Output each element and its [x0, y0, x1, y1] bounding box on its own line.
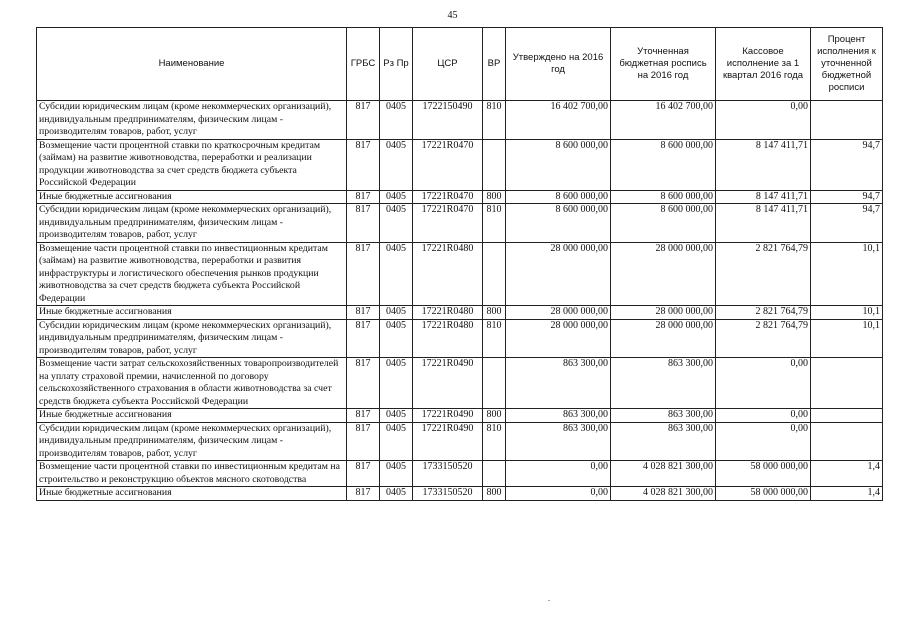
table-row: [37, 461, 883, 487]
cell-percent: [811, 101, 883, 140]
cell-csr: 17221R0480: [413, 319, 483, 358]
cell-cash: 8 147 411,71: [716, 190, 811, 204]
cell-grbs: 817: [347, 204, 380, 243]
cell-name: Иные бюджетные ассигнования: [37, 306, 347, 320]
cell-cash: 0,00: [716, 358, 811, 409]
table-body: [37, 101, 883, 501]
cell-vr: [483, 242, 506, 306]
cell-cash: 8 147 411,71: [716, 139, 811, 190]
budget-table: [36, 27, 883, 501]
cell-csr: 17221R0470: [413, 139, 483, 190]
cell-vr: 800: [483, 409, 506, 423]
cell-approved: 8 600 000,00: [506, 190, 611, 204]
cell-approved: 8 600 000,00: [506, 204, 611, 243]
cell-grbs: 817: [347, 487, 380, 501]
cell-percent: 10,1: [811, 306, 883, 320]
header-grbs: ГРБС: [347, 28, 380, 101]
cell-approved: 28 000 000,00: [506, 319, 611, 358]
cell-vr: 800: [483, 190, 506, 204]
cell-approved: 863 300,00: [506, 422, 611, 461]
cell-csr: 17221R0490: [413, 358, 483, 409]
cell-name: Иные бюджетные ассигнования: [37, 487, 347, 501]
cell-grbs: 817: [347, 306, 380, 320]
header-refined: Уточненная бюджетная роспись на 2016 год: [611, 28, 716, 101]
table-row: [37, 242, 883, 306]
cell-csr: 17221R0470: [413, 204, 483, 243]
cell-rzpr: 0405: [380, 204, 413, 243]
header-vr: ВР: [483, 28, 506, 101]
cell-grbs: 817: [347, 422, 380, 461]
cell-name: Возмещение части процентной ставки по краткосрочным кредитам (займам) на развитие животноводства, переработки и реализации продукции животноводства за счет средств бюджета субъекта Российской Федерации: [37, 139, 347, 190]
table-row: [37, 139, 883, 190]
cell-rzpr: 0405: [380, 319, 413, 358]
cell-percent: 10,1: [811, 242, 883, 306]
table-row: [37, 487, 883, 501]
cell-grbs: 817: [347, 139, 380, 190]
cell-csr: 17221R0490: [413, 422, 483, 461]
table-row: [37, 204, 883, 243]
cell-rzpr: 0405: [380, 422, 413, 461]
cell-grbs: 817: [347, 101, 380, 140]
cell-refined: 28 000 000,00: [611, 242, 716, 306]
cell-vr: 810: [483, 422, 506, 461]
cell-percent: 10,1: [811, 319, 883, 358]
cell-name: Субсидии юридическим лицам (кроме некоммерческих организаций), индивидуальным предпринимателям, физическим лицам - производителям товаров, работ, услуг: [37, 204, 347, 243]
cell-rzpr: 0405: [380, 409, 413, 423]
table-row: [37, 101, 883, 140]
cell-approved: 863 300,00: [506, 409, 611, 423]
cell-csr: 17221R0480: [413, 306, 483, 320]
cell-name: Иные бюджетные ассигнования: [37, 409, 347, 423]
cell-refined: 863 300,00: [611, 422, 716, 461]
cell-name: Возмещение части процентной ставки по инвестиционным кредитам на строительство и реконструкцию объектов мясного скотоводства: [37, 461, 347, 487]
table-row: [37, 409, 883, 423]
cell-rzpr: 0405: [380, 461, 413, 487]
cell-percent: [811, 409, 883, 423]
cell-cash: 0,00: [716, 101, 811, 140]
cell-vr: [483, 358, 506, 409]
cell-refined: 863 300,00: [611, 358, 716, 409]
cell-name: Иные бюджетные ассигнования: [37, 190, 347, 204]
cell-percent: [811, 422, 883, 461]
cell-percent: 1,4: [811, 487, 883, 501]
cell-percent: 1,4: [811, 461, 883, 487]
cell-grbs: 817: [347, 409, 380, 423]
cell-approved: 8 600 000,00: [506, 139, 611, 190]
cell-approved: 863 300,00: [506, 358, 611, 409]
table-header-row: [37, 28, 883, 101]
cell-refined: 8 600 000,00: [611, 190, 716, 204]
header-percent: Процент исполнения к уточненной бюджетной росписи: [811, 28, 883, 101]
cell-name: Субсидии юридическим лицам (кроме некоммерческих организаций), индивидуальным предпринимателям, физическим лицам - производителям товаров, работ, услуг: [37, 101, 347, 140]
cell-grbs: 817: [347, 319, 380, 358]
table-row: [37, 319, 883, 358]
cell-refined: 16 402 700,00: [611, 101, 716, 140]
cell-grbs: 817: [347, 242, 380, 306]
table-row: [37, 422, 883, 461]
cell-csr: 1733150520: [413, 461, 483, 487]
header-name: Наименование: [37, 28, 347, 101]
cell-vr: 810: [483, 319, 506, 358]
cell-name: Субсидии юридическим лицам (кроме некоммерческих организаций), индивидуальным предпринимателям, физическим лицам - производителям товаров, работ, услуг: [37, 319, 347, 358]
cell-vr: 800: [483, 487, 506, 501]
cell-grbs: 817: [347, 358, 380, 409]
cell-cash: 2 821 764,79: [716, 306, 811, 320]
cell-refined: 28 000 000,00: [611, 306, 716, 320]
cell-csr: 17221R0490: [413, 409, 483, 423]
cell-name: Возмещение части затрат сельскохозяйственных товаропроизводителей на уплату страховой премии, начисленной по договору сельскохозяйственного страхования в области животноводства за счет средств бюджета субъекта Российской Федерации: [37, 358, 347, 409]
cell-rzpr: 0405: [380, 101, 413, 140]
cell-name: Возмещение части процентной ставки по инвестиционным кредитам (займам) на развитие животноводства, переработки и развития инфраструктуры и логистического обеспечения рынков продукции животноводства за счет средств бюджета субъекта Российской Федерации: [37, 242, 347, 306]
cell-approved: 0,00: [506, 461, 611, 487]
cell-approved: 16 402 700,00: [506, 101, 611, 140]
cell-refined: 4 028 821 300,00: [611, 461, 716, 487]
cell-refined: 4 028 821 300,00: [611, 487, 716, 501]
header-cash: Кассовое исполнение за 1 квартал 2016 года: [716, 28, 811, 101]
cell-csr: 17221R0480: [413, 242, 483, 306]
cell-vr: 810: [483, 101, 506, 140]
cell-refined: 863 300,00: [611, 409, 716, 423]
cell-cash: 2 821 764,79: [716, 319, 811, 358]
cell-percent: 94,7: [811, 139, 883, 190]
cell-vr: [483, 139, 506, 190]
cell-refined: 8 600 000,00: [611, 139, 716, 190]
cell-cash: 8 147 411,71: [716, 204, 811, 243]
cell-rzpr: 0405: [380, 139, 413, 190]
cell-vr: [483, 461, 506, 487]
header-approved: Утверждено на 2016 год: [506, 28, 611, 101]
cell-rzpr: 0405: [380, 190, 413, 204]
cell-approved: 28 000 000,00: [506, 242, 611, 306]
page-number: 45: [447, 10, 458, 21]
cell-csr: 17221R0470: [413, 190, 483, 204]
cell-grbs: 817: [347, 461, 380, 487]
cell-refined: 8 600 000,00: [611, 204, 716, 243]
cell-rzpr: 0405: [380, 306, 413, 320]
cell-vr: 810: [483, 204, 506, 243]
table-row: [37, 358, 883, 409]
cell-approved: 0,00: [506, 487, 611, 501]
header-rzpr: Рз Пр: [380, 28, 413, 101]
cell-percent: [811, 358, 883, 409]
header-csr: ЦСР: [413, 28, 483, 101]
cell-percent: 94,7: [811, 190, 883, 204]
cell-refined: 28 000 000,00: [611, 319, 716, 358]
cell-rzpr: 0405: [380, 242, 413, 306]
cell-vr: 800: [483, 306, 506, 320]
cell-name: Субсидии юридическим лицам (кроме некоммерческих организаций), индивидуальным предпринимателям, физическим лицам - производителям товаров, работ, услуг: [37, 422, 347, 461]
cell-cash: 0,00: [716, 409, 811, 423]
cell-csr: 1722150490: [413, 101, 483, 140]
cell-cash: 58 000 000,00: [716, 487, 811, 501]
cell-approved: 28 000 000,00: [506, 306, 611, 320]
cell-rzpr: 0405: [380, 358, 413, 409]
cell-cash: 58 000 000,00: [716, 461, 811, 487]
cell-rzpr: 0405: [380, 487, 413, 501]
cell-grbs: 817: [347, 190, 380, 204]
cell-csr: 1733150520: [413, 487, 483, 501]
table-row: [37, 306, 883, 320]
cell-percent: 94,7: [811, 204, 883, 243]
cell-cash: 2 821 764,79: [716, 242, 811, 306]
scan-speck: [548, 600, 550, 601]
cell-cash: 0,00: [716, 422, 811, 461]
table-row: [37, 190, 883, 204]
